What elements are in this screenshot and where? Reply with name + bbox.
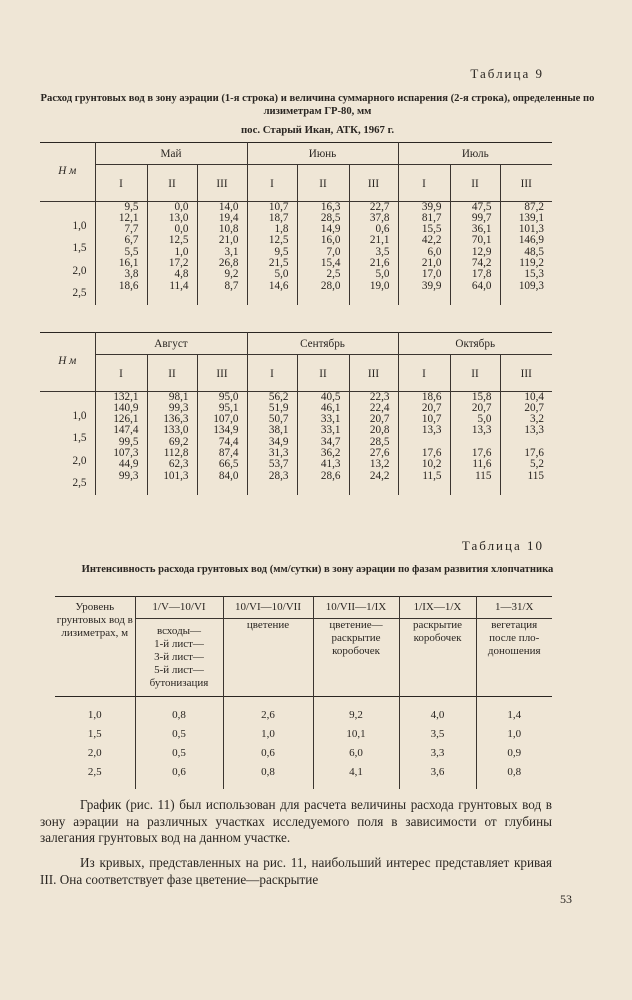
table9-subcaption: пос. Старый Икан, АТК, 1967 г.	[240, 124, 395, 136]
col-header: III	[197, 165, 247, 201]
value-cell: 1,0	[476, 722, 552, 741]
table9-label: Таблица 9	[470, 66, 544, 81]
col-header: III	[500, 165, 552, 201]
phase-header: цветение	[223, 619, 313, 697]
table9-part2	[40, 332, 552, 495]
paragraph-1: График (рис. 11) был использован для расчета величины расхода грунтовых вод в зону аэрации на различных участках исследуемого поля в зависимости от глубины залегания грунтовых вод на данном участке.	[40, 797, 552, 845]
data-column: 56,2 51,9 50,7 38,1 34,9 31,3 53,7 28,3	[247, 391, 297, 495]
col-header: II	[450, 355, 500, 391]
col-header: II	[147, 165, 197, 201]
month-header: Июль	[398, 143, 552, 165]
value-cell: 0,5	[135, 741, 223, 760]
value-cell: 0,8	[135, 697, 223, 723]
value-cell: 0,8	[223, 760, 313, 789]
col-header: III	[197, 355, 247, 391]
data-column: 10,4 20,7 3,2 13,3 17,6 5,2 115	[500, 391, 552, 495]
level-cell: 2,5	[87, 766, 102, 778]
col-header: I	[398, 165, 450, 201]
value-cell: 10,1	[313, 722, 399, 741]
month-header: Октябрь	[398, 333, 552, 355]
table10-label: Таблица 10	[461, 538, 544, 553]
page-number: 53	[560, 892, 572, 906]
data-column: 132,1 140,9 126,1 147,4 99,5 107,3 44,9 99,3	[95, 391, 147, 495]
h-header: H м	[40, 333, 95, 392]
col-header: III	[349, 165, 398, 201]
col-header: II	[297, 165, 349, 201]
level-header: Уровень грунтовых вод в лизиметрах, м	[55, 597, 135, 697]
date-header: 1—31/X	[476, 597, 552, 619]
value-cell: 4,1	[313, 760, 399, 789]
value-cell: 0,9	[476, 741, 552, 760]
paragraph-2: Из кривых, представленных на рис. 11, наибольший интерес представляет кривая III. Она соответствует фазе цветение—раскрытие	[40, 855, 552, 887]
data-column: 16,3 28,5 14,9 16,0 7,0 15,4 2,5 28,0	[297, 201, 349, 305]
data-column: 95,0 95,1 107,0 134,9 74,4 87,4 66,5 84,0	[197, 391, 247, 495]
col-header: I	[247, 165, 297, 201]
data-column: 98,1 99,3 136,3 133,0 69,2 112,8 62,3 101,3	[147, 391, 197, 495]
col-header: III	[500, 355, 552, 391]
value-cell: 3,5	[399, 722, 476, 741]
col-header: II	[147, 355, 197, 391]
data-column: 15,8 20,7 5,0 13,3 17,6 11,6 115	[450, 391, 500, 495]
value-cell: 1,0	[223, 722, 313, 741]
col-header: III	[349, 355, 398, 391]
data-column: 22,7 37,8 0,6 21,1 3,5 21,6 5,0 19,0	[349, 201, 398, 305]
table9-part1	[40, 142, 552, 305]
depth-values: 1,0 1,5 2,0 2,5	[72, 409, 87, 490]
data-column: 10,7 18,7 1,8 12,5 9,5 21,5 5,0 14,6	[247, 201, 297, 305]
date-header: 10/VII—1/IX	[313, 597, 399, 619]
value-cell: 9,2	[313, 697, 399, 723]
table10	[55, 596, 552, 789]
data-column: 18,6 20,7 10,7 13,3 17,6 10,2 11,5	[398, 391, 450, 495]
phase-header: раскрытие коробочек	[399, 619, 476, 697]
phase-header: вегетация после пло- доношения	[476, 619, 552, 697]
date-header: 1/IX—1/X	[399, 597, 476, 619]
month-header: Июнь	[247, 143, 398, 165]
value-cell: 0,8	[476, 760, 552, 789]
date-header: 1/V—10/VI	[135, 597, 223, 619]
phase-header: цветение— раскрытие коробочек	[313, 619, 399, 697]
table9-caption: Расход грунтовых вод в зону аэрации (1-я строка) и величина суммарного испарения (2-я строка), определенные по лизиметрам ГР-80, мм	[40, 93, 595, 117]
data-column: 9,5 12,1 7,7 6,7 5,5 16,1 3,8 18,6	[95, 201, 147, 305]
month-header: Май	[95, 143, 247, 165]
data-column: 14,0 19,4 10,8 21,0 3,1 26,8 9,2 8,7	[197, 201, 247, 305]
col-header: I	[95, 165, 147, 201]
data-column: 40,5 46,1 33,1 33,1 34,7 36,2 41,3 28,6	[297, 391, 349, 495]
col-header: I	[247, 355, 297, 391]
value-cell: 3,6	[399, 760, 476, 789]
table-row	[55, 741, 552, 760]
table-row	[55, 760, 552, 789]
date-header: 10/VI—10/VII	[223, 597, 313, 619]
table-row	[55, 722, 552, 741]
value-cell: 3,3	[399, 741, 476, 760]
value-cell: 1,4	[476, 697, 552, 723]
data-column: 87,2 139,1 101,3 146,9 48,5 119,2 15,3 109,3	[500, 201, 552, 305]
data-column: 0,0 13,0 0,0 12,5 1,0 17,2 4,8 11,4	[147, 201, 197, 305]
value-cell: 4,0	[399, 697, 476, 723]
level-cell: 2,0	[87, 747, 102, 759]
data-column: 47,5 99,7 36,1 70,1 12,9 74,2 17,8 64,0	[450, 201, 500, 305]
table10-caption: Интенсивность расхода грунтовых вод (мм/сутки) в зону аэрации по фазам развития хлопчатника	[81, 564, 554, 575]
col-header: I	[398, 355, 450, 391]
col-header: II	[450, 165, 500, 201]
value-cell: 0,5	[135, 722, 223, 741]
value-cell: 0,6	[223, 741, 313, 760]
level-cell: 1,5	[87, 728, 102, 740]
depth-values: 1,0 1,5 2,0 2,5	[72, 219, 87, 300]
value-cell: 0,6	[135, 760, 223, 789]
col-header: I	[95, 355, 147, 391]
value-cell: 2,6	[223, 697, 313, 723]
col-header: II	[297, 355, 349, 391]
level-cell: 1,0	[87, 709, 102, 721]
phase-header: всходы— 1-й лист— 3-й лист— 5-й лист— бутонизация	[135, 619, 223, 697]
data-column: 22,3 22,4 20,7 20,8 28,5 27,6 13,2 24,2	[349, 391, 398, 495]
h-header: H м	[40, 143, 95, 202]
month-header: Сентябрь	[247, 333, 398, 355]
value-cell: 6,0	[313, 741, 399, 760]
month-header: Август	[95, 333, 247, 355]
table-row	[55, 697, 552, 723]
data-column: 39,9 81,7 15,5 42,2 6,0 21,0 17,0 39,9	[398, 201, 450, 305]
